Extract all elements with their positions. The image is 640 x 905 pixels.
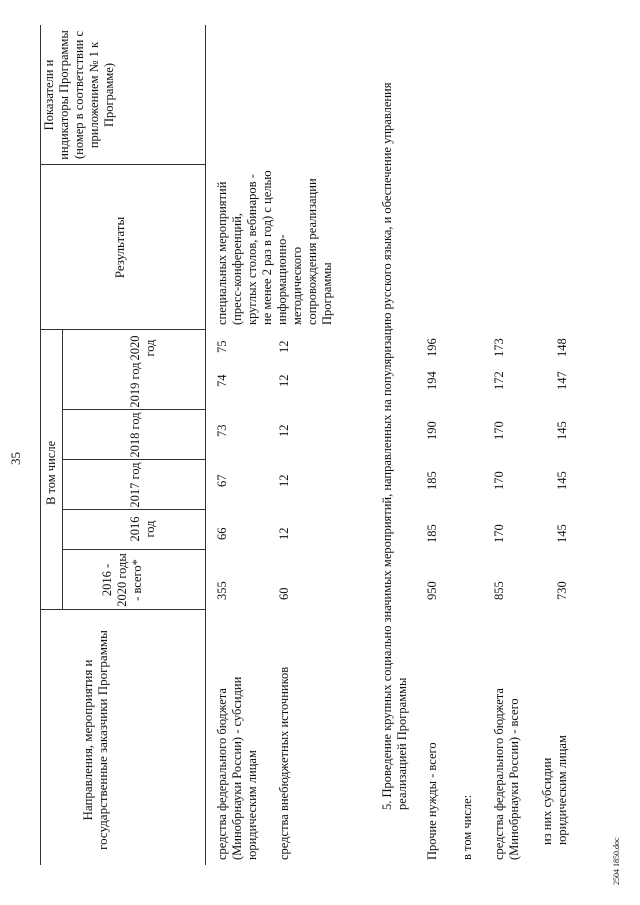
header-in-total: В том числе — [44, 440, 58, 505]
row-label: средства федерального бюджета (Минобрнауки России) - всего — [492, 688, 521, 860]
row-value: 145 — [555, 524, 569, 543]
row-value: 170 — [492, 524, 506, 543]
row-value: 73 — [215, 424, 229, 437]
row-value: 148 — [555, 338, 569, 357]
header-year-2016: 2016 год — [128, 516, 157, 542]
row-value: 12 — [277, 374, 291, 387]
row-total: 855 — [492, 581, 506, 600]
row-value: 145 — [555, 421, 569, 440]
row-total: 730 — [555, 581, 569, 600]
header-total: 2016 - 2020 годы - всего* — [100, 553, 144, 607]
row-value: 12 — [277, 424, 291, 437]
row-value: 170 — [492, 471, 506, 490]
header-direction: Направления, мероприятия и государственные заказчики Программы — [80, 630, 110, 850]
row-total: 60 — [277, 587, 291, 600]
row-value: 172 — [492, 371, 506, 390]
row-value: 185 — [425, 524, 439, 543]
row-value: 12 — [277, 527, 291, 540]
header-bottom-border — [205, 25, 206, 865]
section-title: 5. Проведение крупных социально значимых мероприятий, направленных на популяризацию русского языка, и обеспечение управления реализацией Программы — [380, 82, 409, 810]
header-year-2017: 2017 год — [128, 462, 142, 508]
row-value: 67 — [215, 474, 229, 487]
row-label: из них субсидии юридическим лицам — [540, 735, 569, 845]
row-value: 74 — [215, 374, 229, 387]
divider-2016 — [62, 549, 205, 550]
divider-2018 — [62, 459, 205, 460]
header-indicators: Показатели и индикаторы Программы (номер в соответствии с приложением № 1 к Программе) — [42, 30, 116, 160]
header-results: Результаты — [112, 216, 127, 279]
row-value: 145 — [555, 471, 569, 490]
row-label: в том числе: — [460, 794, 474, 860]
row-value: 173 — [492, 338, 506, 357]
doc-footer: 2504 1850.doc — [612, 837, 621, 885]
divider-results — [40, 329, 205, 330]
divider-indicators — [40, 164, 205, 165]
row-result: специальных мероприятий (пресс-конференций, круглых столов, вебинаров - не менее 2 раз в год) с целью информационно-методического сопровождения реализации Программы — [215, 170, 334, 325]
header-year-2018: 2018 год — [128, 412, 142, 458]
row-value: 190 — [425, 421, 439, 440]
page-number: 35 — [8, 452, 23, 465]
row-label: средства внебюджетных источников — [277, 666, 291, 860]
table-top-border — [40, 25, 41, 865]
divider-total — [40, 609, 205, 610]
row-value: 147 — [555, 371, 569, 390]
row-total: 950 — [425, 581, 439, 600]
header-year-2019: 2019 год — [128, 362, 142, 408]
row-value: 196 — [425, 338, 439, 357]
row-label: Прочие нужды - всего — [425, 742, 439, 860]
row-value: 66 — [215, 527, 229, 540]
row-value: 75 — [215, 340, 229, 353]
row-value: 12 — [277, 474, 291, 487]
row-value: 185 — [425, 471, 439, 490]
row-value: 170 — [492, 421, 506, 440]
divider-2019 — [62, 409, 205, 410]
row-label: средства федерального бюджета (Минобрнауки России) - субсидии юридическим лицам — [215, 676, 259, 860]
row-total: 355 — [215, 581, 229, 600]
row-value: 12 — [277, 340, 291, 353]
group-header-border — [62, 330, 63, 610]
header-year-2020: 2020 год — [128, 335, 157, 361]
row-value: 194 — [425, 371, 439, 390]
